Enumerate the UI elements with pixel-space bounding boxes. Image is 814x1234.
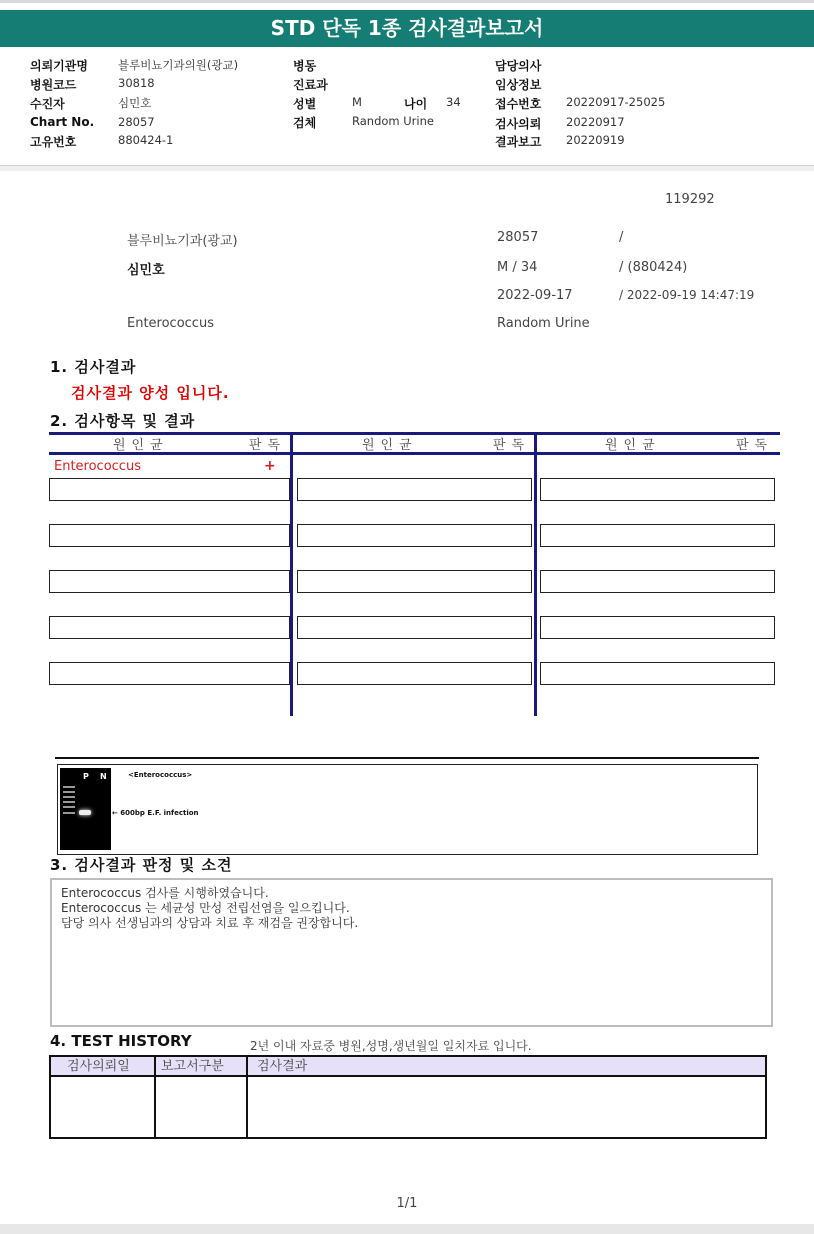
summary-birth: / (880424) [619, 260, 688, 275]
report-value: 20220919 [566, 133, 625, 147]
gel-note: ← 600bp E.F. infection [112, 809, 199, 817]
result-box [49, 662, 290, 685]
clinical-info-label: 임상정보 [495, 78, 542, 92]
hospital-name-label: 의뢰기관명 [30, 59, 88, 73]
result-box [49, 616, 290, 639]
result-box [540, 662, 775, 685]
page-number: 1/1 [396, 1196, 418, 1211]
ladder-band [63, 796, 75, 798]
request-value: 20220917 [566, 115, 625, 129]
opinion-line-1: Enterococcus 검사를 시행하였습니다. [61, 886, 269, 900]
report-code: 119292 [665, 192, 715, 207]
result-box [540, 478, 775, 501]
history-col-divider-2 [246, 1057, 248, 1137]
section1-title: 1. 검사결과 [50, 358, 137, 376]
history-col-type: 보고서구분 [161, 1059, 224, 1074]
result-box [297, 524, 532, 547]
summary-specimen: Random Urine [497, 316, 590, 331]
lane-p-label: P [83, 772, 89, 781]
summary-clinic: 블루비뇨기과(광교) [127, 234, 238, 249]
gel-top-rule [55, 757, 759, 759]
col-pathogen-3: 원인균 [605, 438, 661, 453]
receipt-label: 접수번호 [495, 97, 542, 111]
col-pathogen-1: 원인균 [113, 438, 169, 453]
summary-report-datetime: / 2022-09-19 14:47:19 [619, 288, 755, 302]
col-pathogen-2: 원인균 [362, 438, 418, 453]
history-table [49, 1055, 767, 1139]
organism-result: + [264, 458, 276, 474]
age-label: 나이 [404, 97, 428, 111]
doctor-label: 담당의사 [495, 59, 542, 73]
section2-title: 2. 검사항목 및 결과 [50, 412, 196, 430]
opinion-line-2: Enterococcus 는 세균성 만성 전립선염을 일으킵니다. [61, 901, 350, 915]
hospital-code-value: 30818 [118, 76, 155, 90]
summary-test-name: Enterococcus [127, 316, 214, 331]
summary-chart: 28057 [497, 230, 539, 245]
sex-label: 성별 [293, 97, 317, 111]
gel-caption: <Enterococcus> [128, 771, 193, 779]
patient-label: 수진자 [30, 97, 65, 111]
history-col-date: 검사의뢰일 [67, 1059, 130, 1074]
col-judgement-2: 판독 [493, 438, 531, 453]
history-note: 2년 이내 자료중 병원,성명,생년월일 일치자료 입니다. [250, 1039, 532, 1053]
positive-band [79, 810, 91, 815]
unique-no-value: 880424-1 [118, 133, 174, 147]
opinion-box [50, 878, 773, 1027]
result-box [297, 616, 532, 639]
table-col-divider-1 [290, 432, 293, 716]
result-box [49, 478, 290, 501]
request-label: 검사의뢰 [495, 117, 542, 131]
ladder-band [63, 812, 75, 814]
result-box [297, 570, 532, 593]
report-label: 결과보고 [495, 135, 542, 149]
ward-label: 병동 [293, 59, 317, 73]
summary-patient-name: 심민호 [127, 263, 165, 278]
dept-label: 진료과 [293, 78, 328, 92]
specimen-value: Random Urine [352, 114, 434, 128]
col-judgement-3: 판독 [736, 438, 774, 453]
result-box [49, 570, 290, 593]
header-band [0, 166, 814, 171]
ladder-band [63, 786, 75, 788]
summary-sex-age: M / 34 [497, 260, 538, 275]
hospital-name-value: 블루비뇨기과의원(광교) [118, 58, 239, 72]
report-title: STD 단독 1종 검사결과보고서 [0, 10, 814, 47]
history-col-result: 검사결과 [257, 1059, 308, 1074]
unique-no-label: 고유번호 [30, 135, 77, 149]
result-box [540, 616, 775, 639]
result-box [540, 570, 775, 593]
result-box [297, 662, 532, 685]
patient-value: 심민호 [118, 96, 152, 110]
receipt-value: 20220917-25025 [566, 95, 666, 109]
section4-title: 4. TEST HISTORY [50, 1032, 192, 1050]
history-col-divider-1 [154, 1057, 156, 1137]
organism-name: Enterococcus [54, 459, 141, 474]
ladder-band [63, 806, 75, 808]
chart-label: Chart No. [30, 115, 95, 129]
specimen-label: 검체 [293, 116, 317, 130]
ladder-band [63, 801, 75, 803]
history-header-row [51, 1057, 765, 1077]
lane-n-label: N [100, 772, 107, 781]
positive-result: 검사결과 양성 입니다. [71, 384, 230, 402]
ladder-band [63, 791, 75, 793]
top-rule [0, 0, 814, 3]
summary-slash: / [619, 230, 624, 245]
section3-title: 3. 검사결과 판정 및 소견 [50, 856, 233, 874]
table-col-divider-2 [534, 432, 537, 716]
sex-value: M [352, 95, 362, 109]
result-box [49, 524, 290, 547]
age-value: 34 [446, 95, 461, 109]
summary-request-date: 2022-09-17 [497, 288, 573, 303]
hospital-code-label: 병원코드 [30, 78, 77, 92]
bottom-band [0, 1224, 814, 1234]
col-judgement-1: 판독 [249, 438, 287, 453]
result-box [540, 524, 775, 547]
opinion-line-3: 담당 의사 선생님과의 상담과 치료 후 재검을 권장합니다. [61, 916, 359, 930]
result-box [297, 478, 532, 501]
chart-value: 28057 [118, 115, 155, 129]
